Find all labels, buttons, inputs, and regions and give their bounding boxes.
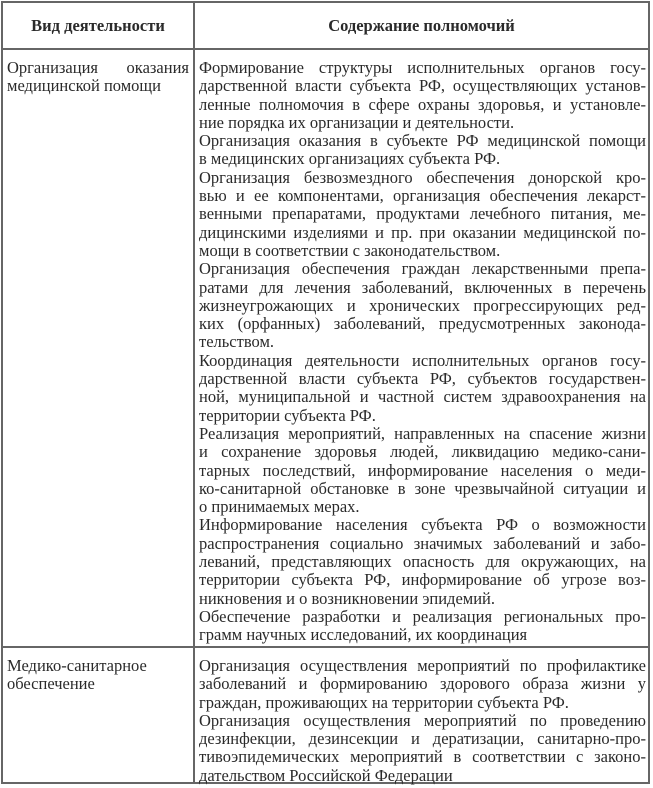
text-line: Организация оказания: [7, 58, 189, 77]
text-line: Организация обеспечения граждан лекарственными препа-: [199, 259, 646, 279]
powers-table: [1, 1, 650, 784]
text-line: ко-санитарной обстановке в зоне чрезвычайной ситуации и: [199, 478, 646, 498]
text-line: Формирование структуры исполнительных органов госу-: [199, 58, 646, 77]
text-line: тельством.: [199, 332, 275, 352]
column-divider: [193, 3, 195, 782]
table-row: [3, 648, 648, 785]
text-line: мощи в соответствии с законодательством.: [199, 240, 501, 260]
text-line: Медико-санитарное: [7, 656, 147, 675]
text-line: Координация деятельности исполнительных органов госу-: [199, 350, 646, 370]
text-line: ние порядка их организации и деятельности.: [199, 112, 515, 132]
text-line: жизнеугрожающих и хронических прогрессирующих ред-: [199, 295, 646, 315]
text-line: Организация осуществления мероприятий по проведению: [199, 710, 646, 730]
header-powers: Содержание полномочий: [328, 16, 515, 35]
text-line: Организация осуществления мероприятий по профилактике: [199, 656, 646, 675]
powers-cell: [199, 59, 646, 645]
text-line: Реализация мероприятий, направленных на спасение жизни: [199, 423, 646, 443]
text-line: ленные полномочия в сфере охраны здоровья, и установле-: [199, 94, 646, 114]
power-paragraph: [199, 260, 646, 351]
text-line: ких (орфанных) заболеваний, предусмотренных законода-: [199, 314, 646, 334]
text-line: ной, муниципальной и частной систем здравоохранения на: [199, 387, 646, 407]
text-line: о принимаемых мерах.: [199, 497, 360, 517]
power-paragraph: [199, 516, 646, 607]
text-line: Обеспечение разработки и реализация региональных про-: [199, 606, 646, 626]
header-activity: Вид деятельности: [31, 16, 165, 35]
text-line: Информирование населения субъекта РФ о возможности: [199, 515, 646, 535]
activity-cell: [7, 657, 189, 694]
text-line: тарных последствий, информирование населения о меди-: [199, 460, 646, 480]
text-line: дезинфекции, дезинсекции и дератизации, санитарно-про-: [199, 729, 646, 749]
power-paragraph: [199, 132, 646, 169]
text-line: медицинской помощи: [7, 76, 161, 96]
text-line: территории субъекта РФ.: [199, 405, 376, 425]
text-line: граждан, проживающих на территории субъекта РФ.: [199, 692, 569, 712]
text-line: Организация оказания в субъекте РФ медицинской помощи: [199, 131, 646, 151]
power-paragraph: [199, 608, 646, 645]
table-header: [3, 3, 648, 50]
activity-cell: [7, 59, 189, 96]
power-paragraph: [199, 657, 646, 712]
power-paragraph: [199, 59, 646, 132]
power-paragraph: [199, 425, 646, 516]
text-line: в медицинских организациях субъекта РФ.: [199, 149, 501, 169]
table-row: [3, 50, 648, 648]
text-line: дательством Российской Федерации: [199, 765, 453, 785]
text-line: никновения и о возникновении эпидемий.: [199, 588, 496, 608]
text-line: и сохранение здоровья людей, ликвидацию медико-сани-: [199, 442, 646, 462]
power-paragraph: [199, 352, 646, 425]
text-line: дарственной власти субъекта РФ, осуществляющих установ-: [199, 76, 646, 96]
powers-cell: [199, 657, 646, 785]
text-line: обеспечение: [7, 674, 95, 694]
text-line: леваний, представляющих опасность для окружающих, на: [199, 552, 646, 572]
text-line: заболеваний и формированию здорового образа жизни у: [199, 674, 646, 694]
text-line: распространения социально значимых заболеваний и забо-: [199, 533, 646, 553]
text-line: дарственной власти субъекта РФ, субъектов государствен-: [199, 369, 646, 389]
power-paragraph: [199, 712, 646, 785]
text-line: тивоэпидемических мероприятий в соответствии с законо-: [199, 747, 646, 767]
text-line: венными препаратами, продуктами лечебного питания, ме-: [199, 204, 646, 224]
text-line: дицинскими изделиями и пр. при оказании медицинской по-: [199, 222, 646, 242]
text-line: Организация безвозмездного обеспечения донорской кро-: [199, 167, 646, 187]
text-line: грамм научных исследований, их координация: [199, 625, 528, 645]
text-line: вью и ее компонентами, организация обеспечения лекарст-: [199, 186, 646, 206]
power-paragraph: [199, 169, 646, 260]
text-line: территории субъекта РФ, информирование об угрозе воз-: [199, 570, 646, 590]
text-line: ратами для лечения заболеваний, включенных в перечень: [199, 277, 646, 297]
